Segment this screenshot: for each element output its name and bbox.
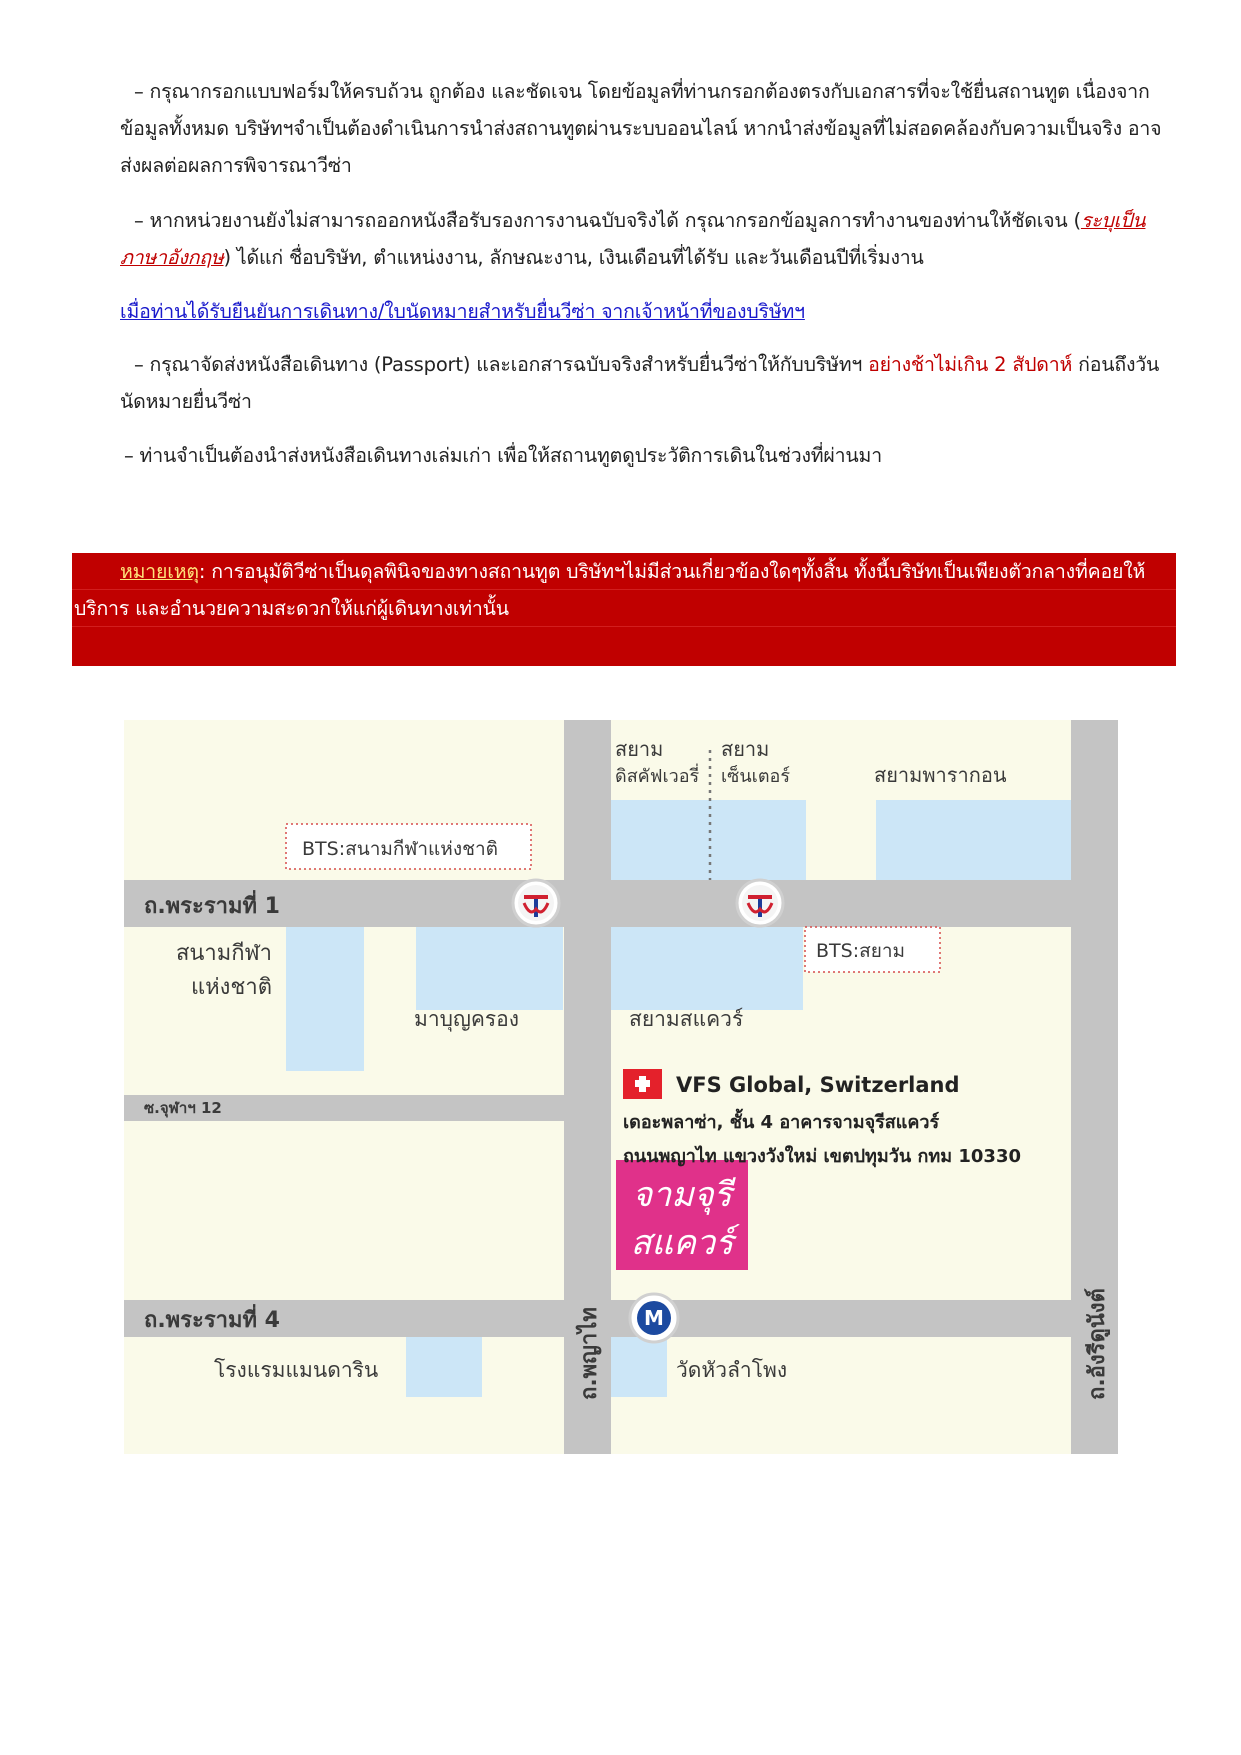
chamchuri-label-2: สแควร์ [630,1223,734,1263]
employment-text-start: – หากหน่วยงานยังไม่สามารถออกหนังสือรับรองการงานฉบับจริงได้ กรุณากรอกข้อมูลการทำงานของท่านให้ชัดเจน ( [134,209,1081,232]
soi-chula-label: ซ.จุฬาฯ 12 [144,1099,222,1117]
bts-icon [513,880,559,926]
confirmation-link[interactable]: เมื่อท่านได้รับยืนยันการเดินทาง/ใบนัดหมายสำหรับยื่นวีซ่า จากเจ้าหน้าที่ของบริษัทฯ [120,300,805,323]
mandarin-hotel-label: โรงแรมแมนดาริน [214,1358,379,1382]
siam-paragon-label: สยามพารากอน [874,763,1007,787]
rama4-road-label: ถ.พระรามที่ 4 [144,1308,280,1333]
svg-text:M: M [644,1306,664,1330]
mbk-label: มาบุญครอง [414,1007,520,1031]
notice-banner [72,553,1176,666]
siam-discovery-label-1: สยาม [615,737,664,761]
vfs-title: VFS Global, Switzerland [676,1073,960,1097]
bts-icon [737,880,783,926]
block-siam-paragon [876,800,1076,882]
henri-dunant-road-label: ถ.อังรีดูนังต์ [1085,1288,1110,1400]
passport-text-start: – กรุณาจัดส่งหนังสือเดินทาง (Passport) และเอกสารฉบับจริงสำหรับยื่นวีซ่าให้กับบริษัทฯ [134,353,869,376]
siam-center-label-1: สยาม [721,737,770,761]
instruction-employment-info [120,202,1170,276]
siam-center-label-2: เซ็นเตอร์ [721,766,790,787]
siam-discovery-label-2: ดิสคัฟเวอรี่ [615,766,700,787]
block-mbk [416,927,563,1010]
block-siam-center [606,800,806,882]
mrt-icon [630,1294,678,1342]
vfs-address-line1: เดอะพลาซ่า, ชั้น 4 อาคารจามจุรีสแควร์ [623,1112,940,1133]
deadline-highlight: อย่างช้าไม่เกิน 2 สัปดาห์ [868,353,1073,376]
vfs-address-line2: ถนนพญาไท แขวงวังใหม่ เขตปทุมวัน กทม 10330 [623,1146,1021,1167]
national-stadium-label-2: แห่งชาติ [191,975,272,1000]
block-mandarin-hotel [406,1337,482,1397]
instruction-passport-delivery [120,346,1170,420]
bts-siam-label: BTS:สยาม [816,940,906,962]
instruction-old-passport: – ท่านจำเป็นต้องนำส่งหนังสือเดินทางเล่มเก่า เพื่อให้สถานทูตดูประวัติการเดินในช่วงที่ผ่านมา [124,444,882,467]
specify-english-link[interactable]: ระบุเป็นภาษาอังกฤษ [120,209,1146,269]
confirmation-link-heading [120,293,1170,330]
notice-text [74,553,1174,627]
bts-national-stadium-label: BTS:สนามกีฬาแห่งชาติ [302,838,498,860]
block-siam-square [606,927,803,1010]
block-national-stadium [286,927,364,1071]
block-wat-hua-lamphong [610,1337,667,1397]
rama1-road-label: ถ.พระรามที่ 1 [144,894,280,919]
notice-body: : การอนุมัติวีซ่าเป็นดุลพินิจของทางสถานทูต บริษัทฯไม่มีส่วนเกี่ยวข้องใดๆทั้งสิ้น ทั้งนี้บริษัทเป็นเพียงตัวกลางที่คอยให้บริการ และอำนวยความสะดวกให้แก่ผู้เดินทางเท่านั้น [74,560,1146,620]
wat-hua-lamphong-label: วัดหัวลำโพง [676,1358,788,1382]
chamchuri-label-1: จามจุรี [632,1175,732,1215]
passport-text-end: ก่อนถึงวันนัดหมายยื่นวีซ่า [120,353,1160,413]
employment-text-end: ) ได้แก่ ชื่อบริษัท, ตำแหน่งงาน, ลักษณะงาน, เงินเดือนที่ได้รับ และวันเดือนปีที่เริ่มงาน [223,246,924,269]
siam-square-label: สยามสแควร์ [629,1007,744,1031]
location-map [124,720,1118,1454]
notice-label: หมายเหตุ [120,560,199,583]
instruction-form-completeness: – กรุณากรอกแบบฟอร์มให้ครบถ้วน ถูกต้อง และชัดเจน โดยข้อมูลที่ท่านกรอกต้องตรงกับเอกสารที่จะใช้ยื่นสถานทูต เนื่องจากข้อมูลทั้งหมด บริษัทฯจำเป็นต้องดำเนินการนำส่งสถานทูตผ่านระบบออนไลน์ หากนำส่งข้อมูลที่ไม่สอดคล้องกับความเป็นจริง อาจส่งผลต่อผลการพิจารณาวีซ่า [120,80,1162,177]
phayathai-road-label: ถ.พญาไท [577,1307,602,1400]
national-stadium-label-1: สนามกีฬา [175,941,272,966]
